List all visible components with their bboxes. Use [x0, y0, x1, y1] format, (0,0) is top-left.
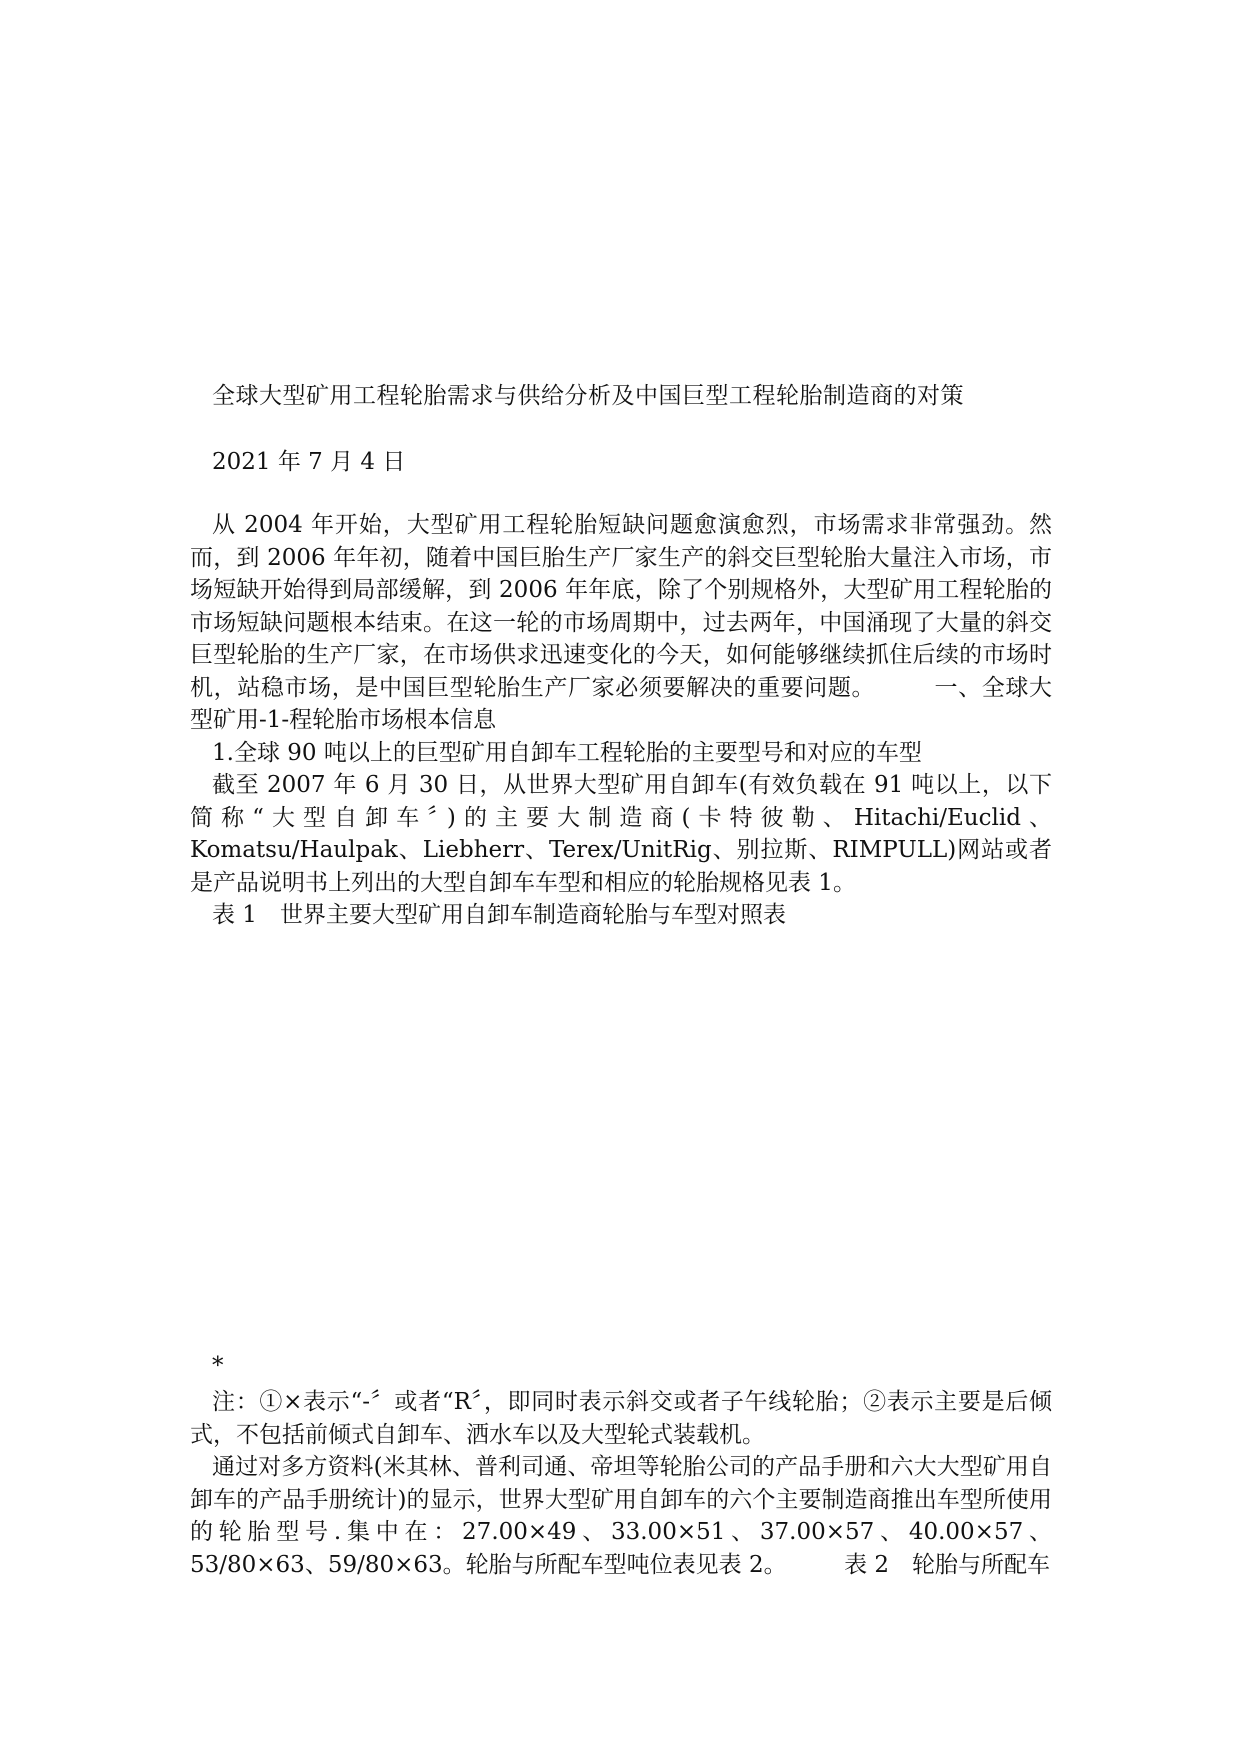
paragraph-tire-sizes: 通过对多方资料(米其林、普利司通、帝坦等轮胎公司的产品手册和六大大型矿用自卸车的产品手册统计)的显示，世界大型矿用自卸车的六个主要制造商推出车型所使用的轮胎型号.集中在：27.00×49、33.00×51、37.00×57、40.00×57、53/80×63、59/80×63。轮胎与所配车型吨位表见表 2。 表 2 轮胎与所配车: [190, 1454, 1052, 1578]
paragraph-heading-tire-models: 1.全球 90 吨以上的巨型矿用自卸车工程轮胎的主要型号和对应的车型: [212, 739, 922, 766]
paragraph-intro: 从 2004 年开始，大型矿用工程轮胎短缺问题愈演愈烈，市场需求非常强劲。然而，到 2006 年年初，随着中国巨胎生产厂家生产的斜交巨型轮胎大量注入市场，市场短缺开始得到局部缓解，到 2006 年年底，除了个别规格外，大型矿用工程轮胎的市场短缺问题根本结束。在这一轮的市场周期中，过去两年，中国涌现了大量的斜交巨型轮胎的生产厂家，在市场供求迅速变化的今天，如何能够继续抓住后续的市场时机，站稳市场，是中国巨型轮胎生产厂家必须要解决的重要问题。 一、全球大型矿用-1-程轮胎市场根本信息: [190, 512, 1052, 733]
paragraph-note: 注：①×表示“-〞或者“R〞，即同时表示斜交或者子午线轮胎；②表示主要是后倾式，不包括前倾式自卸车、洒水车以及大型轮式装载机。: [190, 1389, 1052, 1448]
paragraph-manufacturers: 截至 2007 年 6 月 30 日，从世界大型矿用自卸车(有效负载在 91 吨以上，以下简称“大型自卸车〞)的主要大制造商(卡特彼勒、Hitachi/Euclid、Komatsu/Haulpak、Liebherr、Terex/UnitRig、别拉斯、RIMPULL)网站或者是产品说明书上列出的大型自卸车车型和相应的轮胎规格见表 1。: [190, 772, 1052, 896]
asterisk-mark: *: [212, 1353, 224, 1379]
body-section-bottom: [190, 1386, 1052, 1581]
body-section-top: [190, 509, 1052, 932]
table-1-caption: 表 1 世界主要大型矿用自卸车制造商轮胎与车型对照表: [212, 902, 786, 928]
document-title: 全球大型矿用工程轮胎需求与供给分析及中国巨型工程轮胎制造商的对策: [212, 383, 964, 409]
document-date: 2021 年 7 月 4 日: [212, 449, 406, 475]
